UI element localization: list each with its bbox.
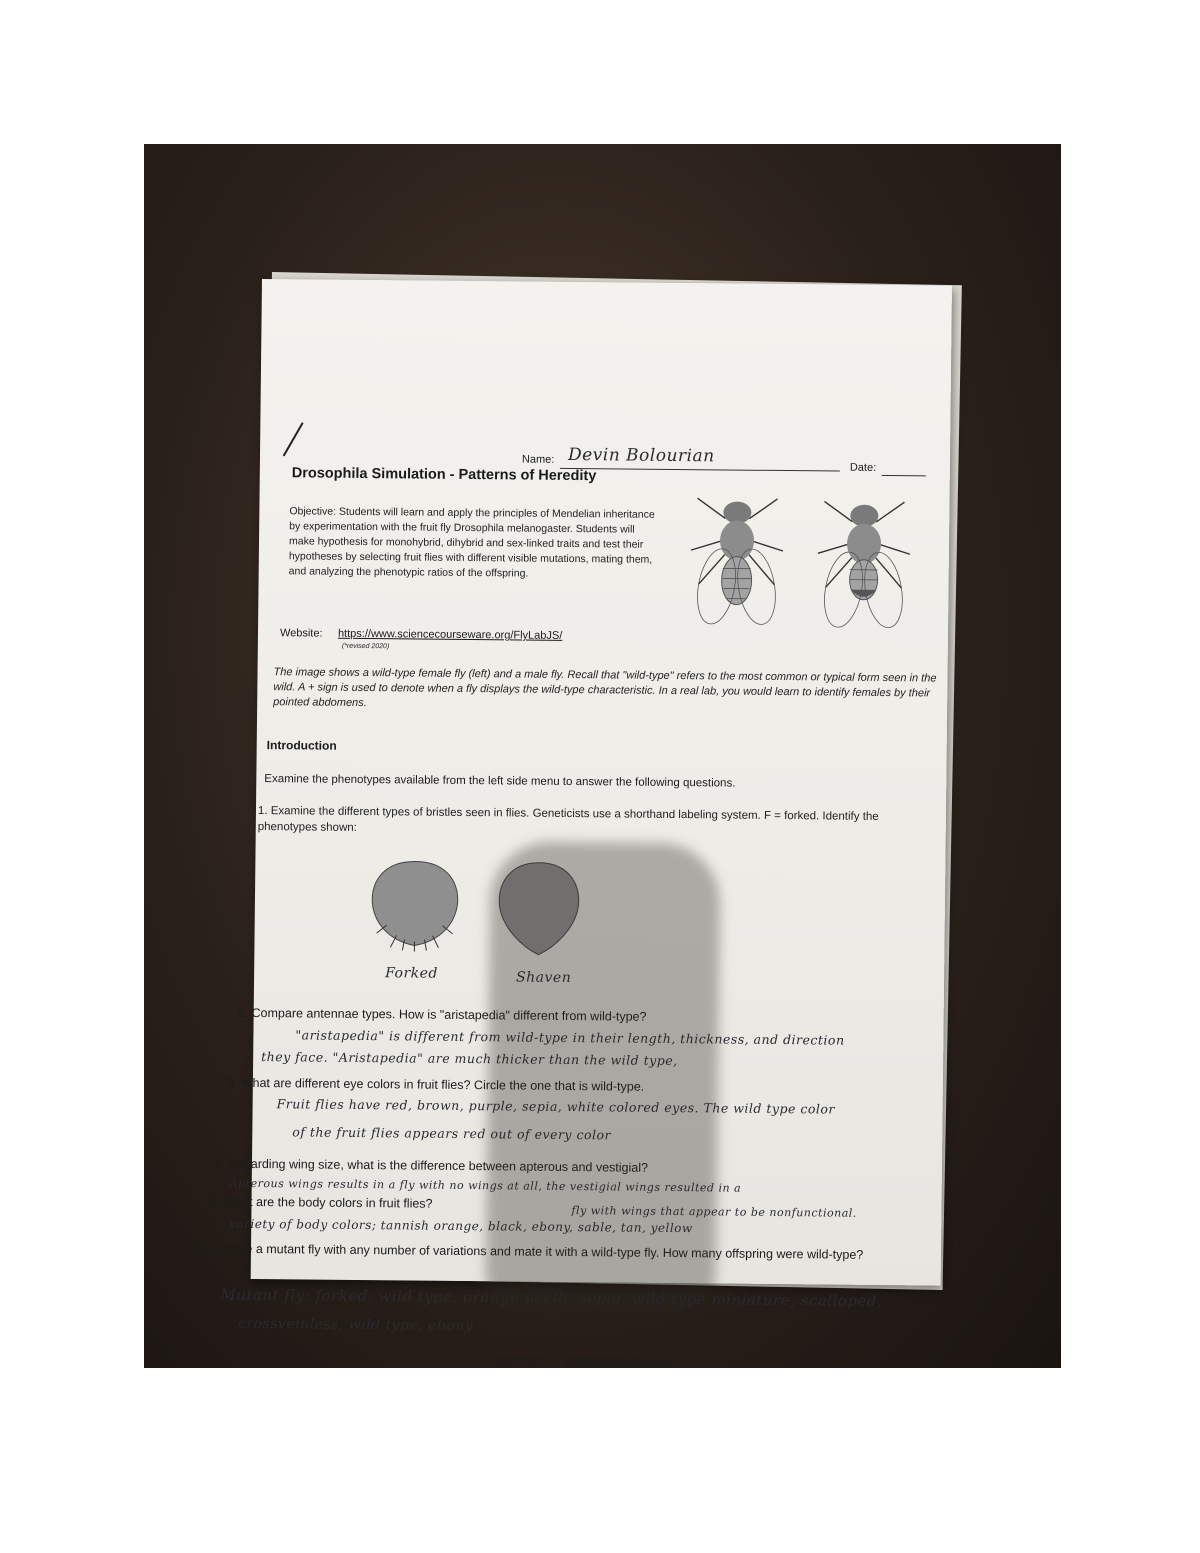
question-4: 4. Regarding wing size, what is the difference between apterous and vestigial? <box>213 1156 649 1175</box>
question-2: 2. Compare antennae types. How is "aristapedia" different from wild-type? <box>237 1005 647 1024</box>
website-link[interactable]: https://www.sciencecourseware.org/FlyLabJS/ <box>337 627 563 642</box>
worksheet-page <box>200 279 952 1367</box>
bristle-answer-1: Forked <box>385 965 439 982</box>
examine-instruction: Examine the phenotypes available from the left side menu to answer the following questions. <box>264 773 736 790</box>
name-value: Devin Bolourian <box>567 444 715 467</box>
page-title: Drosophila Simulation - Patterns of Heredity <box>291 465 597 485</box>
answer-5-line-1: fly with wings that appear to be nonfunctional. <box>571 1204 857 1220</box>
answer-2-line-2: they face. "Aristapedia" are much thicker than the wild type, <box>261 1049 678 1069</box>
answer-4-line-1: Apterous wings results in a fly with no wings at all, the vestigial wings resulted in a <box>229 1176 742 1195</box>
male-fly-illustration <box>803 491 925 632</box>
courtesy-link[interactable]: www.biologycorner.com <box>564 1354 671 1367</box>
photo-frame <box>144 144 1061 1368</box>
forked-bristle-thorax-illustration <box>366 855 463 952</box>
answer-6-line-2: crossveinless, wild type, ebony <box>238 1315 474 1335</box>
answer-6-line-1: Mutant fly: forked, wild type, orange ocelli, sepia, wild type miniature, scalloped, <box>220 1285 883 1311</box>
question-6: 6. Create a mutant fly with any number of variations and mate it with a wild-type fly. How many offspring were wild-type? <box>200 1241 864 1262</box>
pen-tick-mark <box>280 419 310 459</box>
answer-3-line-2: of the fruit flies appears red out of every color <box>292 1124 612 1143</box>
answer-2-line-1: "aristapedia" is different from wild-type in their length, thickness, and direction <box>295 1027 845 1048</box>
bristle-answer-2: Shaven <box>515 969 572 987</box>
female-fly-illustration <box>676 488 798 629</box>
name-underline <box>560 468 840 472</box>
introduction-heading: Introduction <box>266 738 337 753</box>
website-label: Website: <box>279 627 323 640</box>
revised-note: (*revised 2020) <box>341 642 390 651</box>
answer-3-line-1: Fruit flies have red, brown, purple, sepia, white colored eyes. The wild type color <box>276 1096 836 1117</box>
question-1: 1. Examine the different types of bristles seen in flies. Geneticists use a shorthand labeling system. F = forked. Identify the phenotypes shown: <box>257 804 879 834</box>
objective-paragraph: Objective: Students will learn and apply the principles of Mendelian inheritance by experimentation with the fruit fly Drosophila melanogaster. Students will make hypothesis for monohybrid, dihybrid and sex-linked traits and test their hypotheses by selecting fruit flies with different visible mutations, mating them, and analyzing the phenotypic ratios of the offspring. <box>288 505 655 580</box>
answer-5-line-2: variety of body colors; tannish orange, black, ebony, sable, tan, yellow <box>229 1216 693 1236</box>
date-underline <box>882 475 926 476</box>
question-3: 3. What are different eye colors in fruit flies? Circle the one that is wild-type. <box>226 1075 645 1094</box>
phone-shadow <box>485 841 720 1313</box>
courtesy-label: Courtesy of: <box>495 1354 550 1366</box>
wild-type-explanation: The image shows a wild-type female fly (left) and a male fly. Recall that "wild-type" refers to the most common or typical form seen in the wild. A + sign is used to denote when a fly displays the wild-type characteristic. In a real lab, you would learn to identify females by their pointed abdomens. <box>273 666 937 710</box>
question-5: 5. What are the body colors in fruit flies? <box>209 1194 433 1211</box>
name-label: Name: <box>521 453 555 466</box>
date-label: Date: <box>849 461 877 474</box>
